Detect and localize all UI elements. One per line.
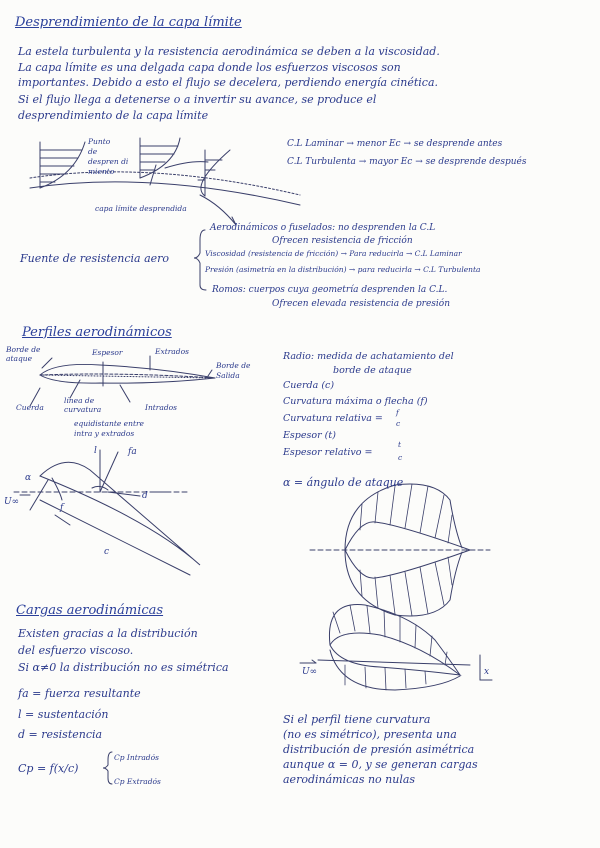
figure-label: Espesor xyxy=(92,348,123,357)
text-line: Fuente de resistencia aero xyxy=(20,252,170,265)
definition-line: Curvatura máxima o flecha (f) xyxy=(283,396,428,407)
figure-label: U∞ xyxy=(4,497,20,507)
fraction-den: c xyxy=(396,419,401,428)
note-line: C.L Turbulenta → mayor Ec → se desprende después xyxy=(287,157,527,167)
figure-label: fa xyxy=(128,447,137,457)
text-line: Cp = f(x/c) xyxy=(18,762,79,775)
text-line: l = sustentación xyxy=(18,708,109,721)
figure-label: de xyxy=(88,147,98,156)
asymmetric-pressure-figure xyxy=(318,605,492,691)
definition-line: Curvatura relativa = xyxy=(283,413,383,424)
fraction-den: c xyxy=(398,453,403,462)
definition-line: borde de ataque xyxy=(333,365,412,376)
figure-label: Intrados xyxy=(145,403,178,412)
figure-label: Borde de xyxy=(216,361,251,370)
text-line: d = resistencia xyxy=(18,728,103,741)
section-title: Cargas aerodinámicas xyxy=(16,603,164,618)
text-line: fa = fuerza resultante xyxy=(18,687,141,700)
section-title: Desprendimiento de la capa límite xyxy=(15,15,242,30)
fraction-num: t xyxy=(398,440,402,449)
figure-label: equidistante entre xyxy=(74,419,144,428)
text-line: Cp Intradós xyxy=(114,753,159,762)
fraction-num: f xyxy=(396,408,399,417)
figure-label: x xyxy=(484,667,490,677)
text-line: Ofrecen elevada resistencia de presión xyxy=(272,299,451,309)
figure-label: miento xyxy=(88,167,115,176)
definition-line: Espesor relativo = xyxy=(283,447,373,458)
figure-label: U∞ xyxy=(302,667,318,677)
figure-label: Salida xyxy=(216,371,240,380)
text-line: Cp Extradós xyxy=(114,777,161,786)
figure-label: intra y extrados xyxy=(74,429,135,438)
figure-label: Extrados xyxy=(155,347,189,356)
figure-label: capa límite desprendida xyxy=(95,204,187,213)
figure-label: Cuerda xyxy=(16,403,44,412)
definition-line: Radio: medida de achatamiento del xyxy=(283,351,454,362)
figure-label: curvatura xyxy=(64,405,102,414)
figure-label: Punto xyxy=(88,137,111,146)
section-title: Perfiles aerodinámicos xyxy=(22,325,172,340)
text-line: Si el flujo llega a detenerse o a invertir su avance, se produce el xyxy=(18,93,377,106)
text-line: La capa límite es una delgada capa donde los esfuerzos viscosos son xyxy=(18,61,401,74)
definition-line: Espesor (t) xyxy=(283,430,336,441)
symmetric-pressure-figure xyxy=(310,484,490,616)
text-line: Viscosidad (resistencia de fricción) → Para reducirla → C.L Laminar xyxy=(205,249,462,258)
text-line: Presión (asimetría en la distribución) → para reducirla → C.L Turbulenta xyxy=(205,265,481,274)
note-line: Si el perfil tiene curvatura xyxy=(283,713,431,726)
text-line: Ofrecen resistencia de fricción xyxy=(272,236,413,246)
airfoil-figure xyxy=(30,356,215,406)
figure-label: Borde de xyxy=(6,345,41,354)
text-line: del esfuerzo viscoso. xyxy=(18,644,134,657)
text-line: Si α≠0 la distribución no es simétrica xyxy=(18,661,229,674)
figure-label: α xyxy=(25,473,32,483)
definition-line: α = ángulo de ataque xyxy=(283,476,404,489)
text-line: importantes. Debido a esto el flujo se decelera, perdiendo energía cinética. xyxy=(18,76,439,89)
figure-label: despren di xyxy=(88,157,129,166)
figure-label: d xyxy=(142,491,148,501)
text-line: Aerodinámicos o fuselados: no desprenden la C.L xyxy=(210,223,436,233)
note-line: (no es simétrico), presenta una xyxy=(283,728,457,741)
note-line: aerodinámicas no nulas xyxy=(283,773,416,786)
text-line: Existen gracias a la distribución xyxy=(18,627,198,640)
note-line: C.L Laminar → menor Ec → se desprende antes xyxy=(287,139,503,149)
note-line: distribución de presión asimétrica xyxy=(283,743,475,756)
definition-line: Cuerda (c) xyxy=(283,380,335,391)
figure-label: ataque xyxy=(6,354,33,363)
note-line: aunque α = 0, y se generan cargas xyxy=(283,758,478,771)
figure-label: l xyxy=(94,446,97,456)
figure-label: línea de xyxy=(64,396,95,405)
figure-label: c xyxy=(104,547,110,557)
text-line: desprendimiento de la capa límite xyxy=(18,109,209,122)
text-line: Romos: cuerpos cuya geometría desprenden la C.L. xyxy=(212,285,448,295)
figure-label: f xyxy=(60,503,64,513)
text-line: La estela turbulenta y la resistencia aerodinámica se deben a la viscosidad. xyxy=(18,45,440,58)
